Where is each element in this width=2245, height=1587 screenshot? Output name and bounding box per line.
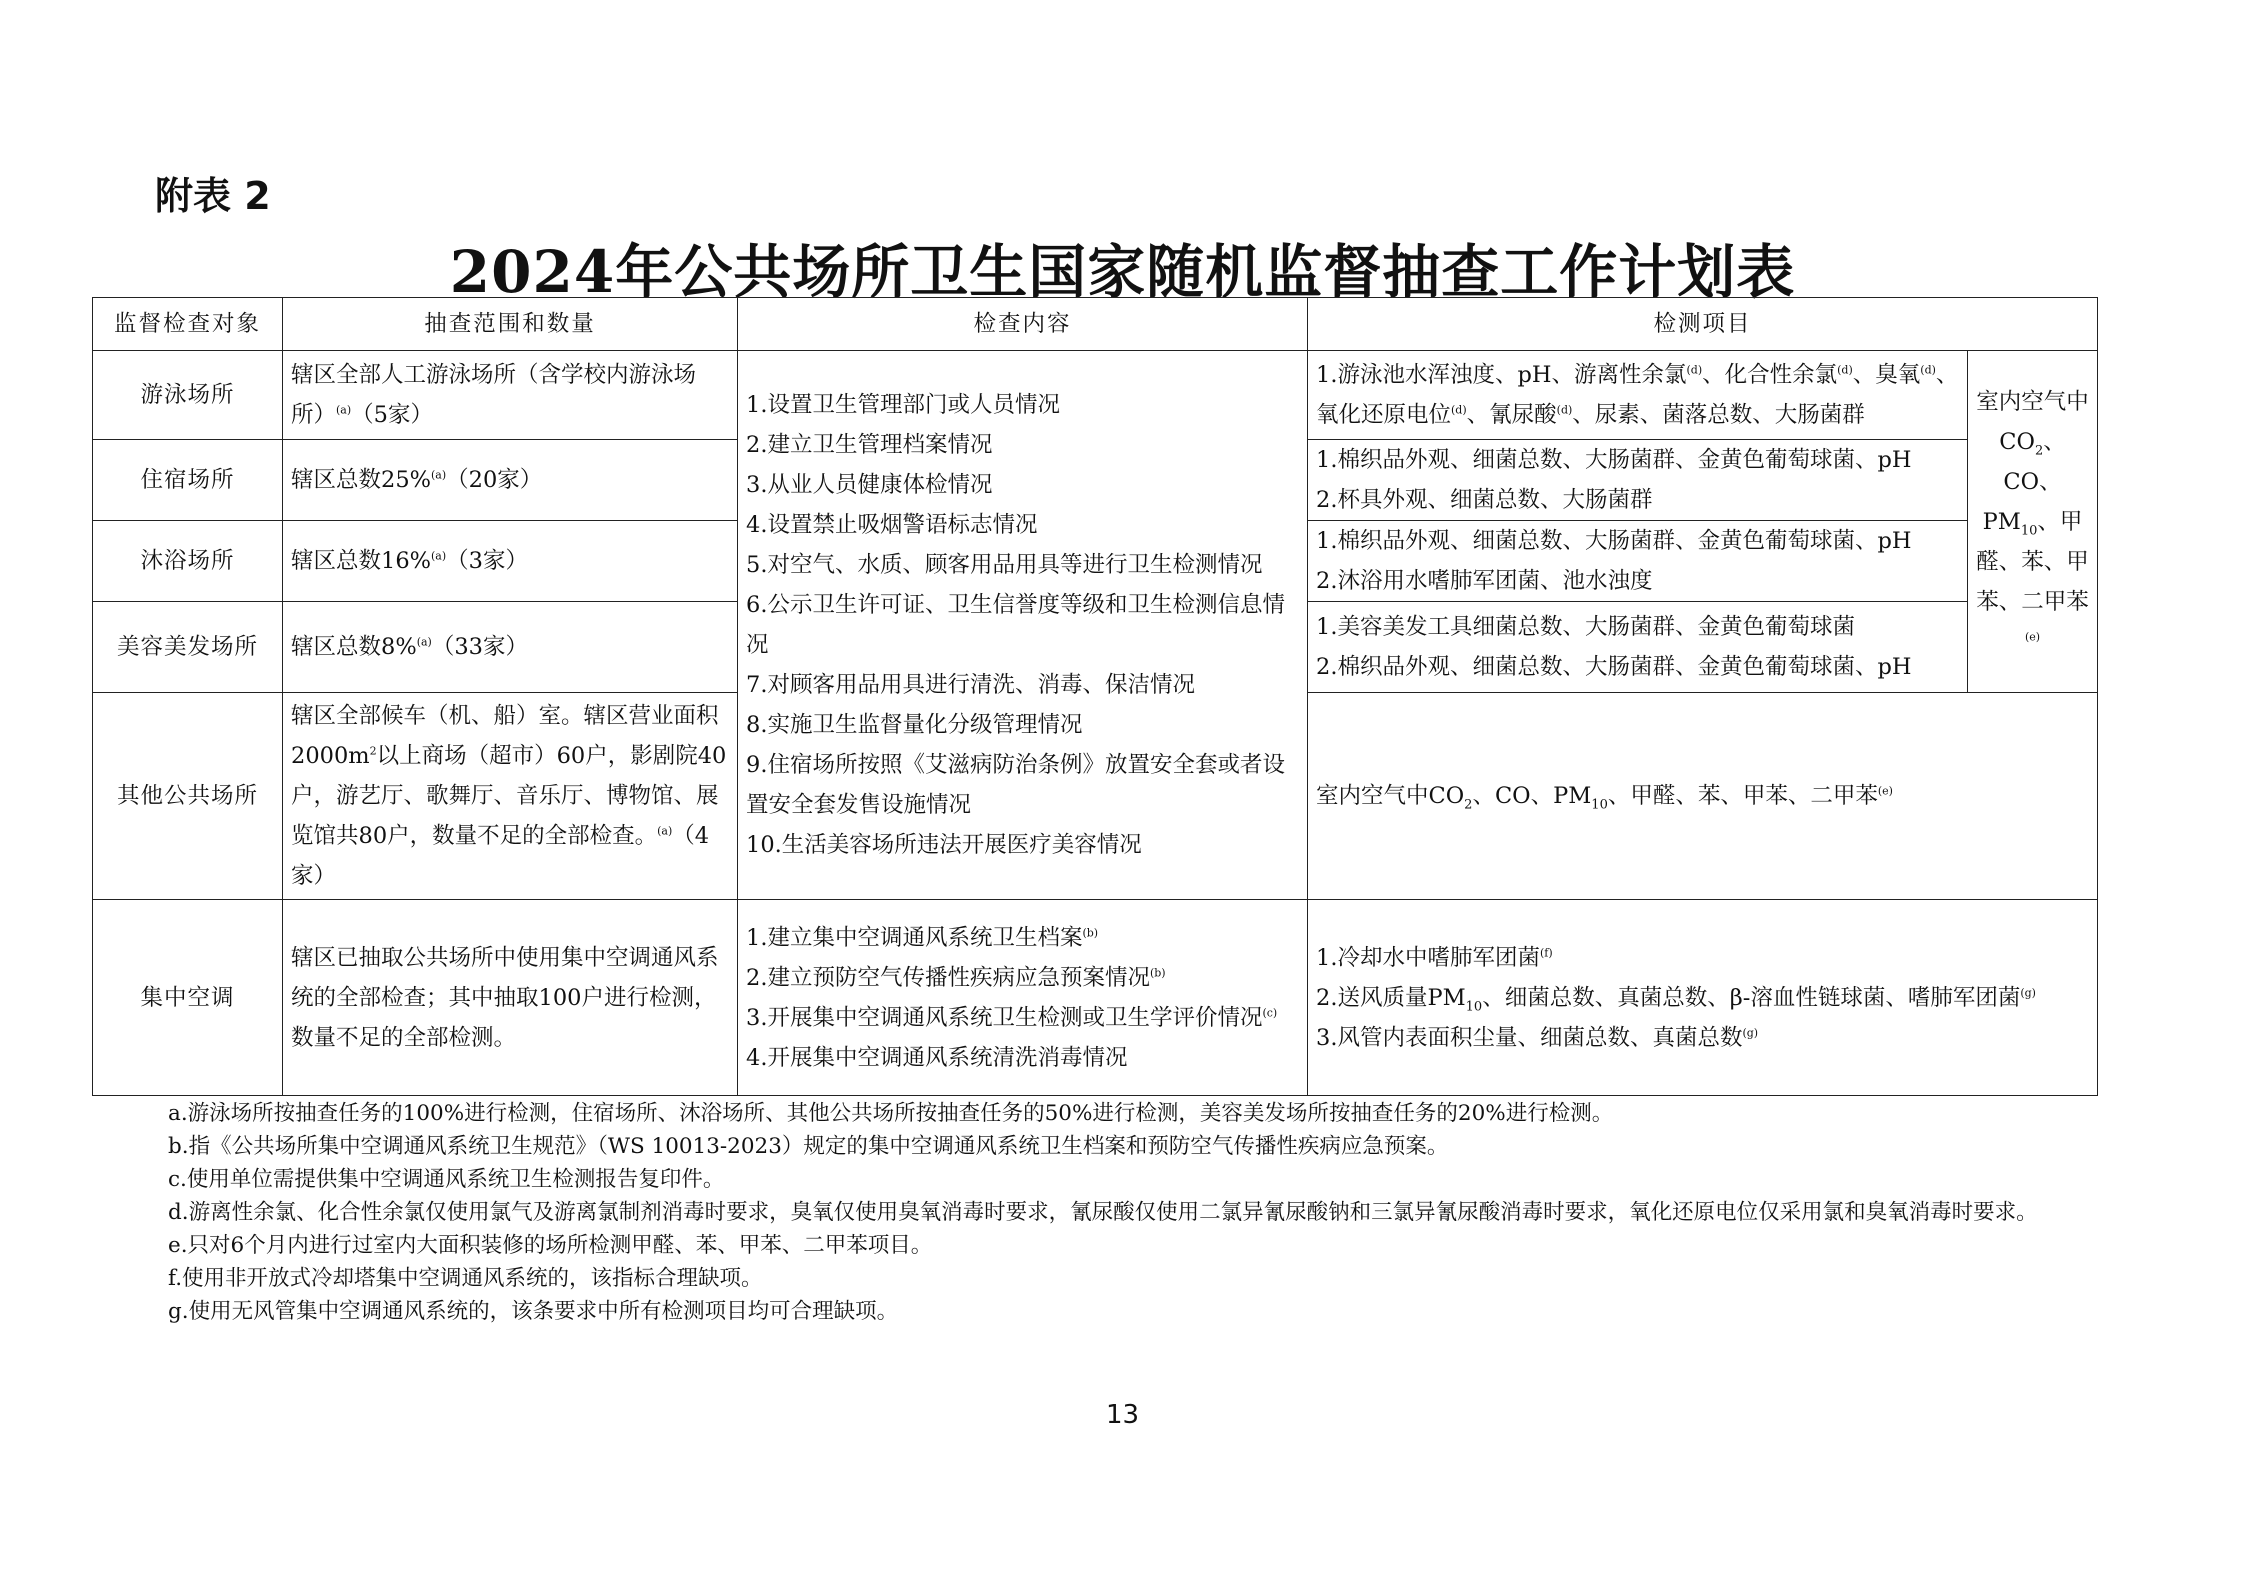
test-text: 、臭氧 (1852, 362, 1921, 388)
footnote-mark: (a) (431, 468, 447, 482)
page-number: 13 (1105, 1400, 1140, 1430)
footnote: b.指《公共场所集中空调通风系统卫生规范》（WS 10013-2023）规定的集中空调通风系统卫生档案和预防空气传播性疾病应急预案。 (168, 1134, 1449, 1159)
test-cell (1308, 440, 1968, 521)
scope-count: （3家） (446, 548, 528, 574)
footnote-mark: (a) (431, 549, 447, 563)
content-item (746, 958, 1299, 998)
object-cell: 美容美发场所 (93, 602, 283, 693)
test-text: 、化合性余氯 (1702, 362, 1838, 388)
footnote: d.游离性余氯、化合性余氯仅使用氯气及游离氯制剂消毒时要求，臭氧仅使用臭氧消毒时要求，氰尿酸仅使用二氯异氰尿酸钠和三氯异氰尿酸消毒时要求，氧化还原电位仅采用氯和臭氧消毒时要求。 (168, 1200, 2038, 1225)
table-row-ac (93, 900, 2098, 1096)
test-cell (1308, 602, 1968, 693)
content-item (746, 998, 1299, 1038)
content-item: 5.对空气、水质、顾客用品用具等进行卫生检测情况 (746, 552, 1263, 578)
footnotes (168, 1097, 2103, 1328)
indoor-air-text: 、CO、PM (1982, 428, 2066, 535)
object-cell: 沐浴场所 (93, 521, 283, 602)
table-header-row (93, 298, 2098, 351)
footnote-mark: (d) (1556, 403, 1573, 417)
object-cell: 其他公共场所 (93, 693, 283, 900)
test-text: 2.杯具外观、细菌总数、大肠菌群 (1316, 487, 1653, 513)
test-item (1316, 978, 2089, 1018)
test-item (1316, 938, 2089, 978)
document-title: 2024年公共场所卫生国家随机监督抽查工作计划表 (449, 238, 1796, 306)
scope-text: 辖区全部人工游泳场所（含学校内游泳场所） (291, 362, 697, 428)
header-scope: 抽查范围和数量 (283, 298, 738, 351)
object-cell: 住宿场所 (93, 440, 283, 521)
content-item: 7.对顾客用品用具进行清洗、消毒、保洁情况 (746, 672, 1195, 698)
header-object: 监督检查对象 (93, 298, 283, 351)
scope-count: （33家） (431, 634, 528, 660)
content-item: 4.开展集中空调通风系统清洗消毒情况 (746, 1044, 1128, 1071)
test-text: 2.送风质量PM (1316, 984, 1466, 1011)
footnote-mark: (g) (1742, 1026, 1759, 1039)
content-item: 2.建立卫生管理档案情况 (746, 432, 993, 458)
test-cell (1308, 693, 2098, 900)
test-text: 1.冷却水中嗜肺军团菌 (1316, 944, 1540, 971)
header-test: 检测项目 (1308, 298, 2098, 351)
footnote-mark: (b) (1149, 966, 1166, 979)
test-text: 3.风管内表面积尘量、细菌总数、真菌总数 (1316, 1024, 1743, 1051)
footnote-mark: (g) (2020, 986, 2036, 999)
footnote-mark: (b) (1082, 926, 1099, 939)
scope-count: （20家） (446, 467, 543, 493)
test-cell (1308, 900, 2098, 1096)
table-row-swim (93, 351, 2098, 440)
scope-cell: 辖区已抽取公共场所中使用集中空调通风系统的全部检查；其中抽取100户进行检测，数量不足的全部检测。 (283, 900, 738, 1096)
subscript: 2 (1464, 797, 1473, 813)
footnote: g.使用无风管集中空调通风系统的，该条要求中所有检测项目均可合理缺项。 (168, 1299, 899, 1324)
indoor-air-text: 、甲醛、苯、甲苯、二甲苯 (1976, 508, 2089, 615)
header-content: 检查内容 (738, 298, 1308, 351)
test-text: 1.美容美发工具细菌总数、大肠菌群、金黄色葡萄球菌 (1316, 614, 1855, 640)
test-text: 2.沐浴用水嗜肺军团菌、池水浊度 (1316, 568, 1653, 594)
footnote: c.使用单位需提供集中空调通风系统卫生检测报告复印件。 (168, 1167, 725, 1192)
footnote-mark: (c) (1262, 1006, 1278, 1019)
subscript: 2 (2034, 443, 2044, 458)
test-text: 室内空气中CO (1316, 783, 1465, 809)
test-cell (1308, 351, 1968, 440)
subscript: 10 (1465, 999, 1483, 1014)
object-cell: 集中空调 (93, 900, 283, 1096)
footnote: a.游泳场所按抽查任务的100%进行检测，住宿场所、沐浴场所、其他公共场所按抽查任务的50%进行检测，美容美发场所按抽查任务的20%进行检测。 (168, 1101, 1614, 1126)
scope-text: 辖区总数8% (291, 634, 417, 660)
scope-cell (283, 693, 738, 900)
content-item: 8.实施卫生监督量化分级管理情况 (746, 712, 1083, 738)
test-text: 、CO、PM (1472, 783, 1592, 809)
content-item: 6.公示卫生许可证、卫生信誉度等级和卫生检测信息情况 (746, 592, 1285, 658)
scope-text: 辖区全部候车（机、船）室。辖区营业面积2000m (291, 703, 719, 769)
content-item: 3.从业人员健康体检情况 (746, 472, 993, 498)
scope-text: 辖区总数25% (291, 467, 432, 493)
scope-text: 以上商场（超市）60户，影剧院40户，游艺厅、歌舞厅、音乐厅、博物馆、展览馆共80户，数量不足的全部检查。 (291, 743, 727, 849)
content-cell (738, 351, 1308, 900)
test-text: 、细菌总数、真菌总数、β-溶血性链球菌、嗜肺军团菌 (1482, 984, 2021, 1011)
content-item: 9.住宿场所按照《艾滋病防治条例》放置安全套或者设置安全套发售设施情况 (746, 752, 1285, 818)
test-text: 、氧化还原电位 (1316, 362, 1959, 428)
footnote-mark: (e) (1877, 784, 1893, 798)
test-text: 、甲醛、苯、甲苯、二甲苯 (1607, 783, 1878, 809)
content-item: 4.设置禁止吸烟警语标志情况 (746, 512, 1038, 538)
content-item: 10.生活美容场所违法开展医疗美容情况 (746, 832, 1142, 858)
footnote-mark: (d) (1837, 363, 1853, 377)
footnote-mark: (f) (1539, 946, 1553, 959)
scope-count: （4家） (291, 823, 710, 889)
scope-text: 辖区总数16% (291, 548, 432, 574)
test-text: 1.棉织品外观、细菌总数、大肠菌群、金黄色葡萄球菌、pH (1316, 447, 1912, 473)
subscript: 10 (1591, 797, 1608, 813)
content-cell (738, 900, 1308, 1096)
content-item (746, 918, 1299, 958)
test-cell (1308, 521, 1968, 602)
footnote: e.只对6个月内进行过室内大面积装修的场所检测甲醛、苯、甲苯、二甲苯项目。 (168, 1233, 933, 1258)
footnote-mark: (e) (2024, 630, 2041, 643)
scope-cell (283, 351, 738, 440)
test-text: 、尿素、菌落总数、大肠菌群 (1572, 402, 1865, 428)
scope-cell (283, 440, 738, 521)
scope-cell (283, 521, 738, 602)
annex-label: 附表 2 (155, 174, 271, 218)
footnote-mark: (a) (657, 824, 673, 838)
scope-count: （5家） (351, 402, 433, 428)
footnote-mark: (a) (416, 635, 432, 649)
content-text: 1.建立集中空调通风系统卫生档案 (746, 924, 1083, 951)
content-text: 2.建立预防空气传播性疾病应急预案情况 (746, 964, 1150, 991)
footnote-mark: (d) (1920, 363, 1936, 377)
indoor-air-cell (1968, 351, 2098, 693)
test-text: 、氰尿酸 (1466, 402, 1557, 428)
footnote-mark: (d) (1451, 403, 1467, 417)
content-text: 3.开展集中空调通风系统卫生检测或卫生学评价情况 (746, 1004, 1263, 1031)
test-text: 2.棉织品外观、细菌总数、大肠菌群、金黄色葡萄球菌、pH (1316, 654, 1912, 680)
superscript: 2 (369, 744, 377, 758)
test-text: 1.游泳池水浑浊度、pH、游离性余氯 (1316, 362, 1687, 388)
footnote-mark: (d) (1686, 363, 1703, 377)
object-cell: 游泳场所 (93, 351, 283, 440)
indoor-air-text: 室内空气中CO (1976, 388, 2089, 455)
subscript: 10 (2020, 523, 2038, 538)
footnote: f.使用非开放式冷却塔集中空调通风系统的，该指标合理缺项。 (168, 1266, 763, 1291)
test-item (1316, 1018, 2089, 1058)
plan-table (92, 297, 2098, 1096)
test-text: 1.棉织品外观、细菌总数、大肠菌群、金黄色葡萄球菌、pH (1316, 528, 1912, 554)
footnote-mark: (a) (336, 403, 352, 417)
content-item: 1.设置卫生管理部门或人员情况 (746, 392, 1060, 418)
scope-cell (283, 602, 738, 693)
